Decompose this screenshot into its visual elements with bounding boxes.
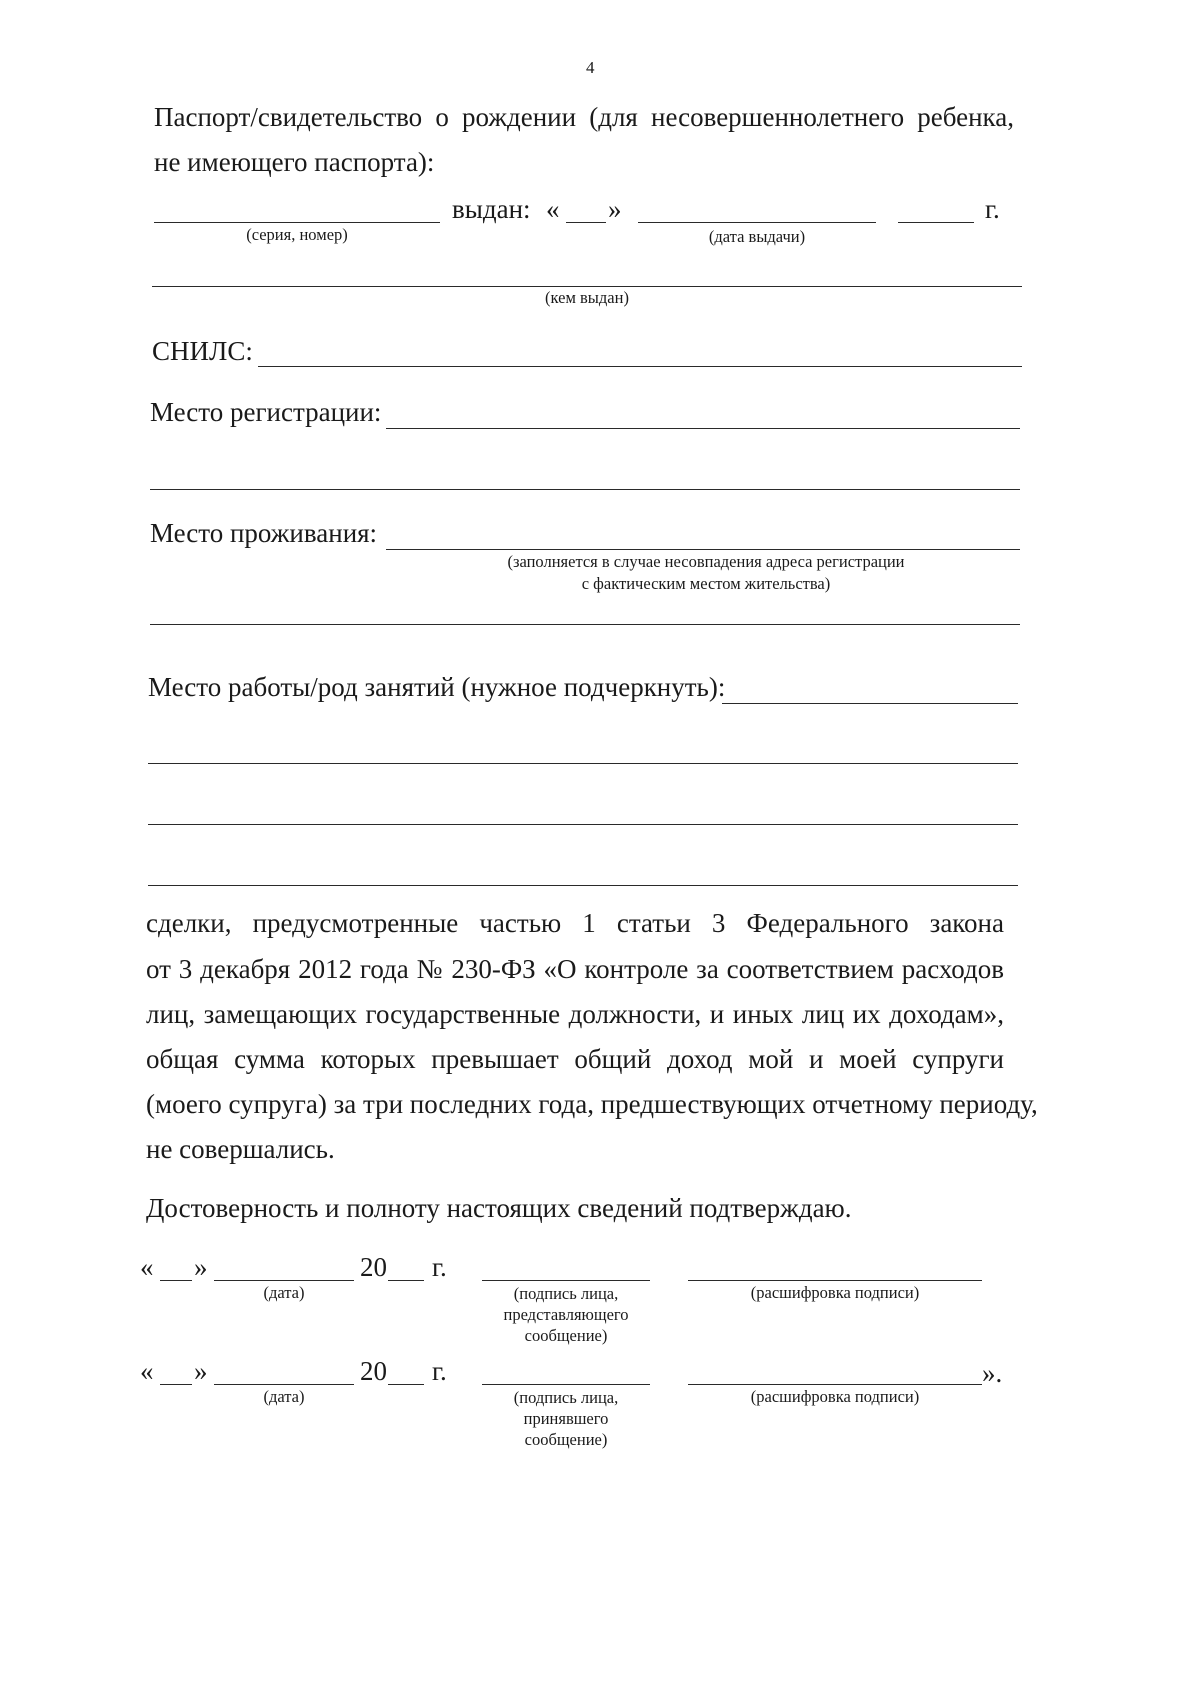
registration-field-continued[interactable] (150, 489, 1020, 490)
passport-heading-line1: Паспорт/свидетельство о рождении (для несовершеннолетнего ребенка, (154, 102, 1014, 132)
body-text-line: (моего супруга) за три последних года, предшествующих отчетному периоду, (146, 1089, 1038, 1119)
body-text-line: сделки, предусмотренные частью 1 статьи 3 Федерального закона (146, 908, 1004, 938)
work-field-line-2[interactable] (148, 763, 1018, 764)
sig1-year-field[interactable] (388, 1280, 424, 1281)
sig1-date-caption: (дата) (263, 1283, 305, 1302)
confirmation-text: Достоверность и полноту настоящих сведений подтверждаю. (146, 1193, 852, 1223)
registration-label: Место регистрации: (150, 397, 382, 427)
sig2-quote-open: « (140, 1356, 154, 1386)
sig2-signature-field[interactable] (482, 1384, 650, 1385)
passport-date-caption: (дата выдачи) (708, 227, 806, 246)
residence-field-continued[interactable] (150, 624, 1020, 625)
sig2-date-caption: (дата) (263, 1387, 305, 1406)
passport-month-field[interactable] (638, 222, 876, 223)
sig1-decode-field[interactable] (688, 1280, 982, 1281)
body-text-line: лиц, замещающих государственные должности, и иных лиц их доходам», (146, 999, 1004, 1029)
sig2-decode-field[interactable] (688, 1384, 982, 1385)
sig2-signer-caption: (подпись лица, принявшего сообщение) (513, 1388, 619, 1449)
sig1-signer-caption: (подпись лица, представляющего сообщение) (503, 1284, 629, 1345)
passport-issuer-caption: (кем выдан) (545, 288, 629, 307)
work-field-line-3[interactable] (148, 824, 1018, 825)
sig2-year-prefix: 20 (360, 1356, 387, 1386)
body-text-last-line: не совершались. (146, 1134, 335, 1164)
snils-field[interactable] (258, 366, 1022, 367)
passport-quote-open: « (546, 194, 560, 224)
sig1-day-field[interactable] (160, 1280, 192, 1281)
sig2-closing-quote: ». (982, 1358, 1003, 1388)
passport-series-field[interactable] (154, 222, 440, 223)
passport-issued-label: выдан: (452, 194, 531, 224)
sig1-year-suffix: г. (432, 1252, 447, 1282)
residence-note-line1: (заполняется в случае несовпадения адреса регистрации (507, 552, 905, 571)
sig2-year-suffix: г. (432, 1356, 447, 1386)
sig2-year-field[interactable] (388, 1384, 424, 1385)
sig1-quote-open: « (140, 1252, 154, 1282)
passport-heading-line2: не имеющего паспорта): (154, 147, 435, 177)
sig1-decode-caption: (расшифровка подписи) (750, 1283, 920, 1302)
residence-label: Место проживания: (150, 518, 378, 548)
sig2-decode-caption: (расшифровка подписи) (750, 1387, 920, 1406)
passport-quote-close: » (608, 194, 622, 224)
passport-series-caption: (серия, номер) (246, 225, 348, 244)
snils-label: СНИЛС: (152, 336, 253, 366)
passport-year-field[interactable] (898, 222, 974, 223)
residence-field[interactable] (386, 549, 1020, 550)
sig2-day-field[interactable] (160, 1384, 192, 1385)
sig1-month-field[interactable] (214, 1280, 354, 1281)
sig1-signature-field[interactable] (482, 1280, 650, 1281)
sig2-quote-close: » (194, 1356, 208, 1386)
passport-issuer-field[interactable] (152, 286, 1022, 287)
residence-note-line2: с фактическим местом жительства) (581, 574, 831, 593)
registration-field[interactable] (386, 428, 1020, 429)
work-field-line-4[interactable] (148, 885, 1018, 886)
page-number: 4 (586, 58, 595, 77)
sig2-month-field[interactable] (214, 1384, 354, 1385)
body-text-line: от 3 декабря 2012 года № 230-ФЗ «О контроле за соответствием расходов (146, 954, 1004, 984)
passport-year-suffix: г. (985, 194, 1000, 224)
body-text-line: общая сумма которых превышает общий доход мой и моей супруги (146, 1044, 1004, 1074)
passport-day-field[interactable] (566, 222, 606, 223)
sig1-quote-close: » (194, 1252, 208, 1282)
work-field[interactable] (722, 703, 1018, 704)
sig1-year-prefix: 20 (360, 1252, 387, 1282)
work-label: Место работы/род занятий (нужное подчеркнуть): (148, 672, 726, 702)
